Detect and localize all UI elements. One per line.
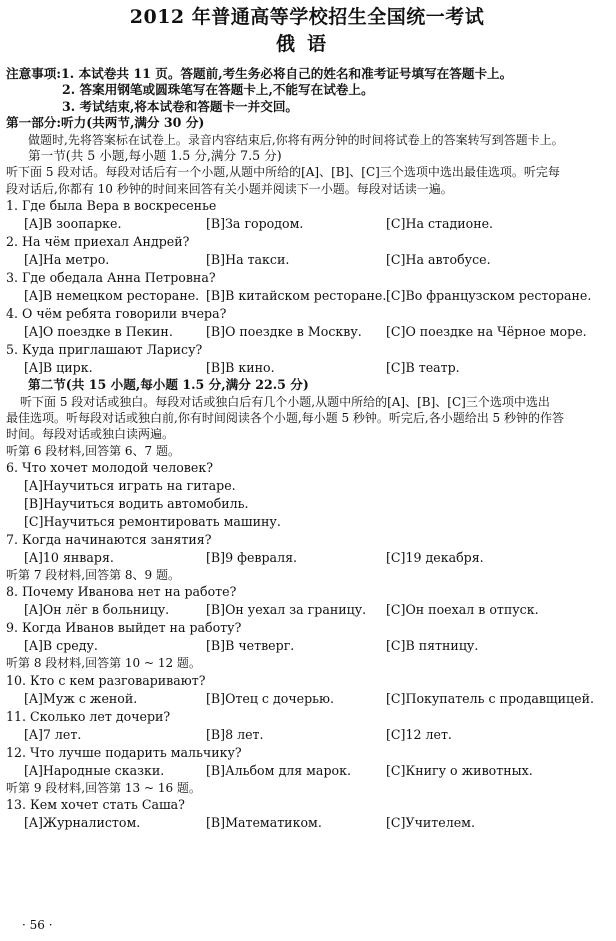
option-c: [C]Научиться ремонтировать машину. [24, 514, 281, 530]
option-b: [B]В китайском ресторане. [206, 288, 387, 304]
option-c: [C]На автобусе. [386, 252, 491, 268]
material-note: 听第 6 段材料,回答第 6、7 题。 [6, 443, 180, 458]
section2-instruction: 时间。每段对话或独白读两遍。 [6, 427, 175, 442]
section1-instruction: 段对话后,你都有 10 秒钟的时间来回答有关小题并阅读下一小题。每段对话读一遍。 [6, 181, 453, 196]
question-text: 1. Где была Вера в воскресенье [6, 198, 217, 214]
option-a: [A]Журналистом. [24, 815, 141, 831]
options-row [6, 637, 608, 655]
option-c: [C]Книгу о животных. [386, 762, 533, 778]
option-b: [B]Альбом для марок. [206, 762, 351, 778]
option-b: [B]На такси. [206, 252, 290, 268]
exam-title: 2012 年普通高等学校招生全国统一考试 [129, 6, 485, 28]
note-item: 2. 答案用钢笔或圆珠笔写在答题卡上,不能写在试卷上。 [62, 82, 374, 98]
option-c: [C]Во французском ресторане. [386, 288, 592, 304]
option-b: [B]О поездке в Москву. [206, 324, 362, 340]
options-row [6, 359, 608, 377]
option-a: [A]На метро. [24, 252, 110, 268]
option-c: [C]На стадионе. [386, 216, 494, 232]
option-a: [A]В среду. [24, 638, 98, 654]
options-row [6, 601, 608, 619]
question-text: 11. Сколько лет дочери? [6, 708, 171, 724]
option-c: [C]19 декабря. [386, 550, 484, 566]
material-note: 听第 9 段材料,回答第 13 ~ 16 题。 [6, 780, 201, 795]
question-text: 9. Когда Иванов выйдет на работу? [6, 620, 242, 636]
note-item: 3. 考试结束,将本试卷和答题卡一并交回。 [62, 98, 299, 114]
question-text: 10. Кто с кем разговаривают? [6, 672, 206, 688]
option-b: [B]В четверг. [206, 638, 295, 654]
option-c: [C]О поездке на Чёрное море. [386, 324, 587, 340]
question-text: 8. Почему Иванова нет на работе? [6, 584, 237, 600]
option-c: [C]В пятницу. [386, 638, 479, 654]
options-row [6, 726, 608, 744]
option-a: [A]О поездке в Пекин. [24, 324, 173, 340]
question-text: 13. Кем хочет стать Саша? [6, 797, 185, 813]
option-b: [B]В кино. [206, 360, 275, 376]
options-row [6, 690, 608, 708]
options-row [6, 323, 608, 341]
options-row [6, 814, 608, 832]
option-c: [C]12 лет. [386, 726, 452, 742]
option-a: [A]10 января. [24, 550, 114, 566]
part1-heading: 第一部分:听力(共两节,满分 30 分) [6, 115, 205, 131]
options-row [6, 287, 608, 305]
question-text: 12. Что лучше подарить мальчику? [6, 744, 242, 760]
option-a: [A]В немецком ресторане. [24, 288, 200, 304]
option-a: [A]Научиться играть на гитаре. [24, 478, 236, 494]
option-c: [C]Покупатель с продавщицей. [386, 690, 594, 706]
option-a: [A]7 лет. [24, 726, 82, 742]
option-c: [C]Он поехал в отпуск. [386, 602, 539, 618]
section1-heading: 第一节(共 5 小题,每小题 1.5 分,满分 7.5 分) [28, 147, 282, 163]
option-a: [A]Муж с женой. [24, 690, 138, 706]
options-row [6, 549, 608, 567]
section1-instruction: 听下面 5 段对话。每段对话后有一个小题,从题中所给的[A]、[B]、[C]三个选项中选出最佳选项。听完每 [6, 165, 560, 180]
notes-label: 注意事项: [6, 66, 62, 81]
options-row [6, 215, 608, 233]
material-note: 听第 8 段材料,回答第 10 ~ 12 题。 [6, 656, 201, 671]
question-text: 7. Когда начинаются занятия? [6, 532, 212, 548]
option-c: [C]В театр. [386, 360, 460, 376]
question-text: 3. Где обедала Анна Петровна? [6, 270, 216, 286]
page-number: · 56 · [22, 918, 53, 932]
exam-subject: 俄语 [275, 33, 338, 55]
option-b: [B]Он уехал за границу. [206, 602, 367, 618]
note-item: 1. 本试卷共 11 页。答题前,考生务必将自己的姓名和准考证号填写在答题卡上。 [61, 66, 513, 81]
option-b: [B]Отец с дочерью. [206, 690, 334, 706]
notes-line-1 [6, 66, 608, 82]
question-text: 4. О чём ребята говорили вчера? [6, 306, 227, 322]
question-text: 2. На чём приехал Андрей? [6, 234, 190, 250]
option-b: [B]За городом. [206, 216, 304, 232]
question-text: 6. Что хочет молодой человек? [6, 460, 213, 476]
option-b: [B]Научиться водить автомобиль. [24, 496, 249, 512]
section2-heading: 第二节(共 15 小题,每小题 1.5 分,满分 22.5 分) [28, 377, 309, 393]
option-a: [A]Он лёг в больницу. [24, 602, 170, 618]
option-a: [A]В зоопарке. [24, 216, 122, 232]
question-text: 5. Куда приглашают Ларису? [6, 342, 203, 358]
option-b: [B]8 лет. [206, 726, 264, 742]
part1-intro: 做题时,先将答案标在试卷上。录音内容结束后,你将有两分钟的时间将试卷上的答案转写到答题卡上。 [28, 132, 564, 147]
options-row [6, 251, 608, 269]
option-a: [A]В цирк. [24, 360, 93, 376]
section2-instruction: 最佳选项。听每段对话或独白前,你有时间阅读各个小题,每小题 5 秒钟。听完后,各小题给出 5 秒钟的作答 [6, 410, 564, 425]
option-b: [B]9 февраля. [206, 550, 298, 566]
option-c: [C]Учителем. [386, 815, 475, 831]
option-b: [B]Математиком. [206, 815, 322, 831]
options-row [6, 762, 608, 780]
material-note: 听第 7 段材料,回答第 8、9 题。 [6, 568, 180, 583]
section2-instruction: 听下面 5 段对话或独白。每段对话或独白后有几个小题,从题中所给的[A]、[B]、[C]三个选项中选出 [20, 394, 550, 409]
option-a: [A]Народные сказки. [24, 762, 165, 778]
